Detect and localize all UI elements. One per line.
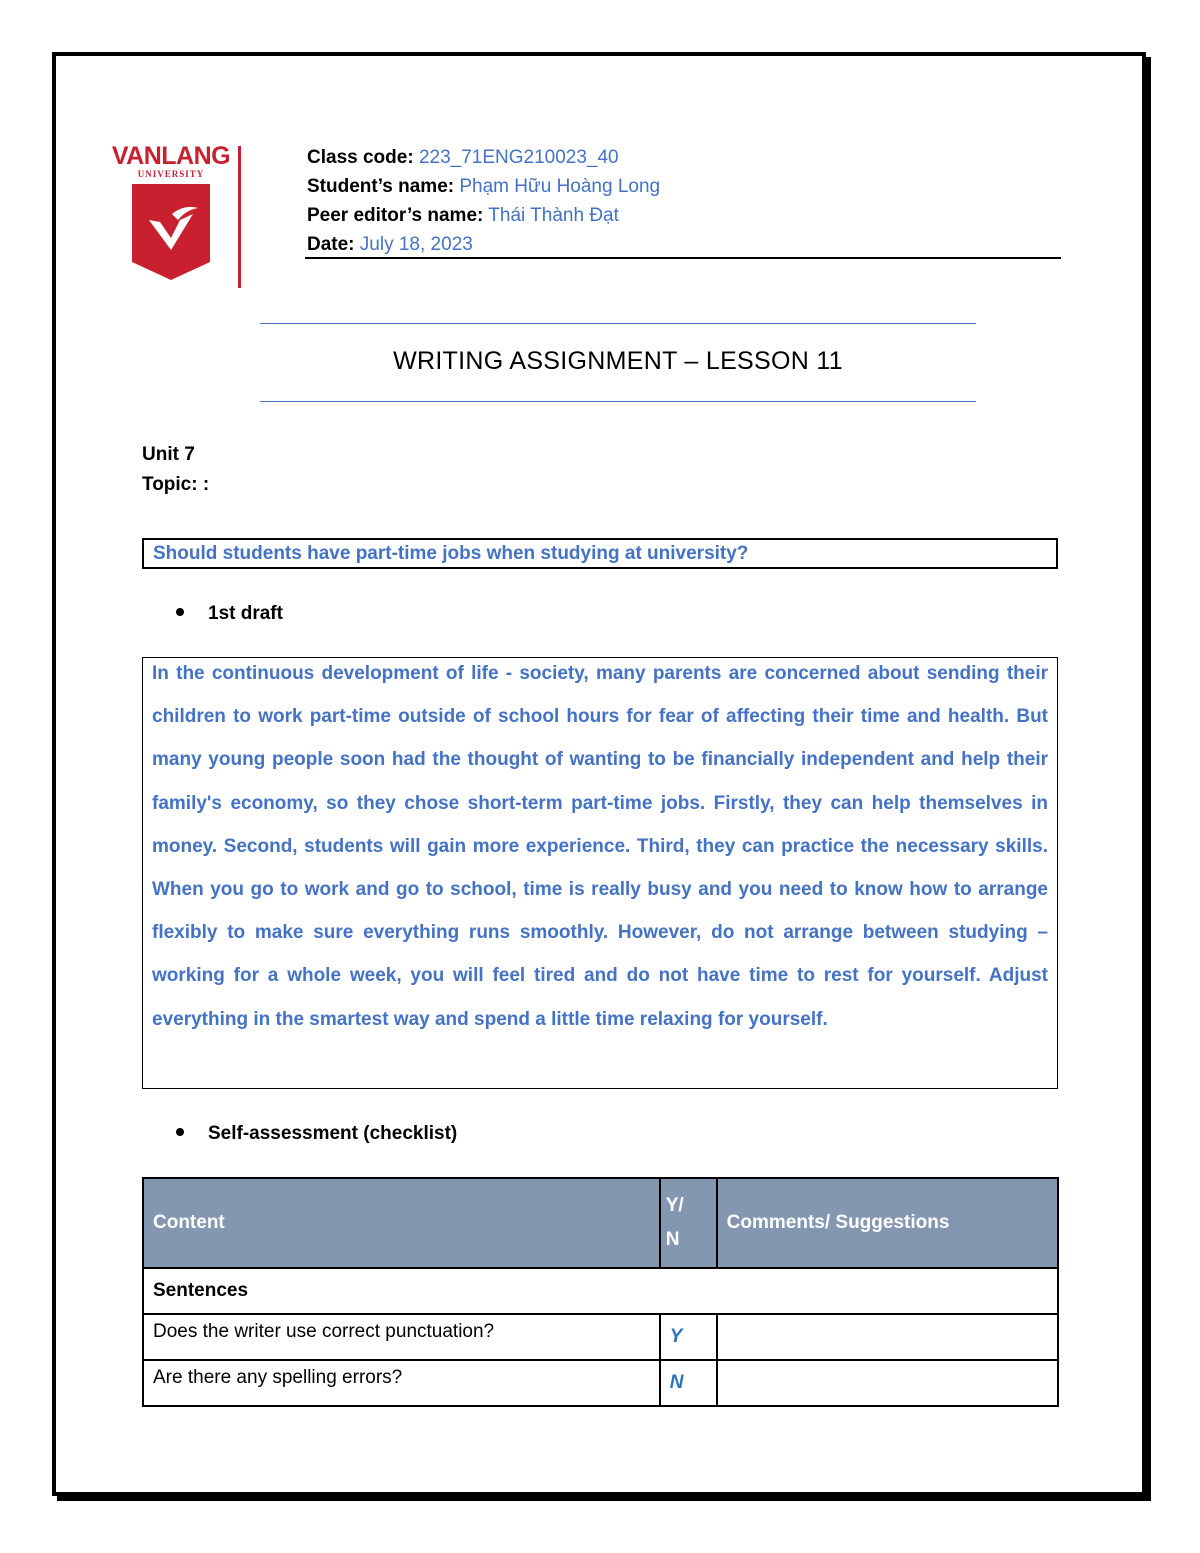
draft-heading: 1st draft xyxy=(176,603,283,625)
answer-cell[interactable]: N xyxy=(660,1360,717,1406)
date-line: Date: July 18, 2023 xyxy=(307,234,473,255)
topic-box: Should students have part-time jobs when studying at university? xyxy=(142,538,1058,569)
answer-cell[interactable]: Y xyxy=(660,1314,717,1360)
peer-editor-line: Peer editor’s name: Thái Thành Đạt xyxy=(307,205,619,226)
bullet-icon xyxy=(176,1128,184,1136)
unit-topic xyxy=(142,440,209,500)
title-rule-top xyxy=(260,323,976,324)
class-code-line: Class code: 223_71ENG210023_40 xyxy=(307,147,619,168)
header-content: Content xyxy=(143,1178,660,1268)
table-row xyxy=(143,1314,1058,1360)
unit-label: Unit 7 xyxy=(142,444,195,465)
student-name-line: Student’s name: Phạm Hữu Hoàng Long xyxy=(307,176,661,197)
student-name: Phạm Hữu Hoàng Long xyxy=(459,176,661,197)
comment-cell[interactable] xyxy=(717,1360,1058,1406)
table-row xyxy=(143,1360,1058,1406)
shield-icon xyxy=(132,184,210,280)
section-label: Sentences xyxy=(143,1268,1058,1314)
page-title: WRITING ASSIGNMENT – LESSON 11 xyxy=(393,347,843,375)
logo-wordmark: VANLANG xyxy=(111,142,231,170)
bullet-icon xyxy=(176,608,184,616)
peer-editor-name: Thái Thành Đạt xyxy=(488,205,619,226)
topic-label: Topic: : xyxy=(142,474,210,495)
question-cell: Are there any spelling errors? xyxy=(143,1360,660,1406)
university-logo xyxy=(110,142,250,292)
draft-text: In the continuous development of life - society, many parents are concerned about sending their children to work part-time outside of school hours for fear of affecting their time and health. But many young people soon had the thought of wanting to be financially independent and help their family's economy, so they chose short-term part-time jobs. Firstly, they can help themselves in money. Second, students will gain more experience. Third, they can practice the necessary skills. When you go to work and go to school, time is really busy and you need to know how to arrange flexibly to make sure everything runs smoothly. However, do not arrange between studying – working for a whole week, you will feel tired and do not have time to rest for yourself. Adjust everything in the smartest way and spend a little time relaxing for yourself. xyxy=(152,663,1048,1030)
date-value: July 18, 2023 xyxy=(359,234,473,255)
class-code: 223_71ENG210023_40 xyxy=(418,147,619,168)
header-info xyxy=(307,143,660,259)
logo-subtitle: UNIVERSITY xyxy=(137,169,205,179)
checklist-heading: Self-assessment (checklist) xyxy=(176,1123,457,1145)
question-cell: Does the writer use correct punctuation? xyxy=(143,1314,660,1360)
header-yn: Y/ N xyxy=(660,1178,717,1268)
draft-box xyxy=(142,657,1058,1089)
header-comments: Comments/ Suggestions xyxy=(717,1178,1058,1268)
checklist-table xyxy=(142,1177,1059,1407)
header-divider xyxy=(305,257,1061,259)
table-header-row xyxy=(143,1178,1058,1268)
logo-divider xyxy=(238,146,241,288)
comment-cell[interactable] xyxy=(717,1314,1058,1360)
title-rule-bottom xyxy=(260,401,976,402)
section-row xyxy=(143,1268,1058,1314)
